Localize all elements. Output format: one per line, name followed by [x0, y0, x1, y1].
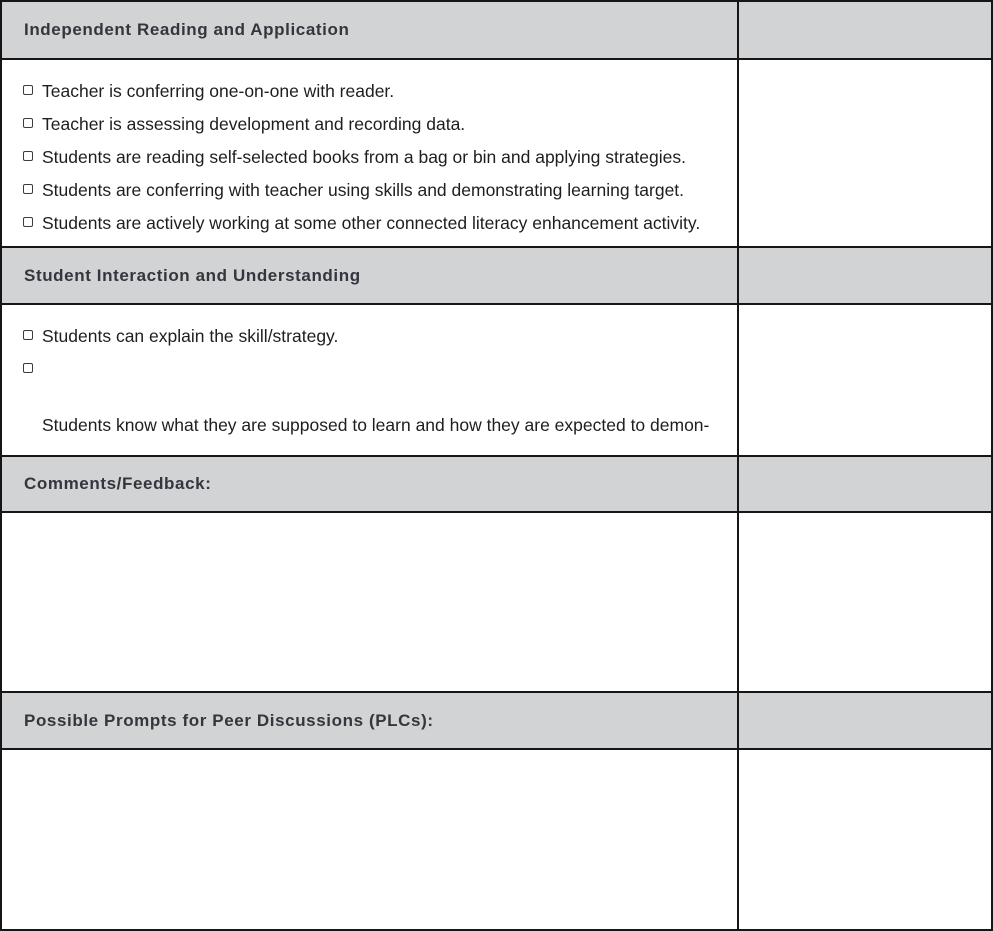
checklist-item-line: Students know what they are supposed to learn and how they are expected to demon-: [42, 415, 710, 435]
checklist-row: [2, 60, 991, 248]
section-header-row: [2, 2, 991, 60]
section-header-score-cell: [739, 248, 991, 303]
score-cell: [739, 513, 991, 691]
checklist-item: [23, 176, 719, 204]
section-header-cell-comments: [2, 457, 739, 511]
checklist-item: [23, 143, 719, 171]
section-header-cell-independent-reading: [2, 2, 739, 58]
section-header-row: [2, 248, 991, 305]
section-header-score-cell: [739, 2, 991, 58]
checkbox[interactable]: [23, 330, 33, 340]
checklist-item-label: Students are conferring with teacher using skills and demonstrating learning target.: [42, 180, 685, 200]
checklist-item-label: Teacher is assessing development and recording data.: [42, 114, 466, 134]
checklist-item-label: Students are reading self-selected books from a bag or bin and applying strategies.: [42, 147, 686, 167]
checklist-item: [23, 110, 719, 138]
section-header-cell-peer-prompts: [2, 693, 739, 748]
checkbox[interactable]: [23, 363, 33, 373]
score-cell: [739, 60, 991, 246]
checklist-item: [23, 209, 719, 237]
section-header-row: [2, 457, 991, 513]
comments-row: [2, 513, 991, 693]
prompts-row: [2, 750, 991, 929]
checklist-item-label: Students can explain the skill/strategy.: [42, 326, 339, 346]
checklist-item: [23, 77, 719, 105]
section-title: Student Interaction and Understanding: [24, 265, 361, 285]
prompts-input-area[interactable]: [2, 750, 739, 929]
checklist-cell: [2, 60, 739, 246]
section-header-score-cell: [739, 693, 991, 748]
checkbox[interactable]: [23, 85, 33, 95]
checklist-item: [23, 322, 719, 350]
checkbox[interactable]: [23, 118, 33, 128]
checklist-row: [2, 305, 991, 457]
score-cell: [739, 750, 991, 929]
checklist: [2, 60, 737, 237]
checklist-item-label: Teacher is conferring one-on-one with reader.: [42, 81, 395, 101]
blank-writing-area: [2, 750, 737, 929]
checkbox[interactable]: [23, 151, 33, 161]
section-title: Independent Reading and Application: [24, 20, 350, 39]
blank-writing-area: [2, 513, 737, 691]
checklist-item-label: Students are actively working at some other connected literacy enhancement activity.: [42, 213, 701, 233]
section-header-row: [2, 693, 991, 750]
checkbox[interactable]: [23, 184, 33, 194]
section-title: Possible Prompts for Peer Discussions (PLCs):: [24, 710, 434, 730]
section-header-cell-student-interaction: [2, 248, 739, 303]
checkbox[interactable]: [23, 217, 33, 227]
comments-input-area[interactable]: [2, 513, 739, 691]
section-title: Comments/Feedback:: [24, 474, 212, 493]
section-header-score-cell: [739, 457, 991, 511]
